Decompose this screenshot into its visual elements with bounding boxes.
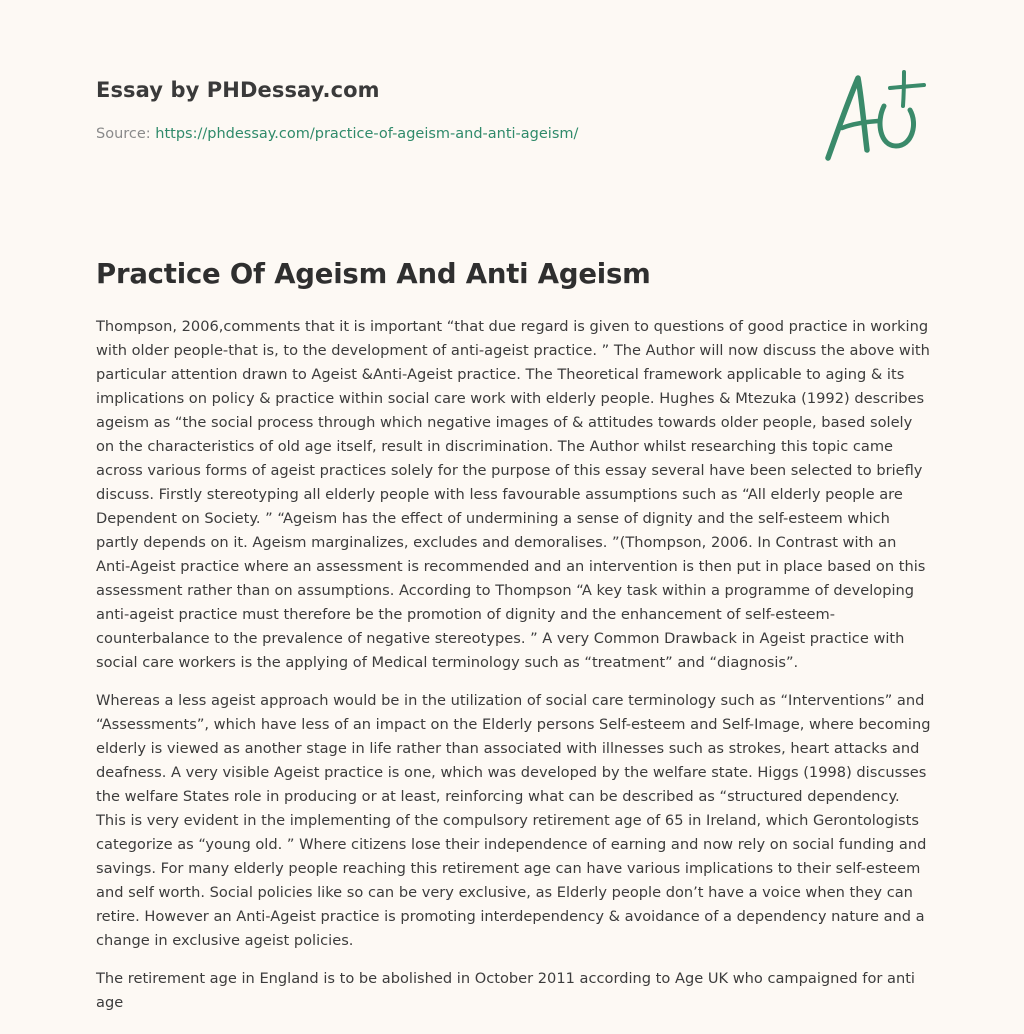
source-link[interactable]: https://phdessay.com/practice-of-ageism-and-anti-ageism/ bbox=[155, 126, 579, 142]
essay-body bbox=[96, 315, 932, 1029]
brand-title: Essay by PHDessay.com bbox=[96, 78, 380, 102]
a-plus-grade-logo-icon bbox=[820, 66, 930, 166]
essay-paragraph-2: Whereas a less ageist approach would be in the utilization of social care terminology such as “Interventions” and “Assessments”, which have less of an impact on the Elderly persons Self-esteem and Self-Image, where becoming elderly is viewed as another stage in life rather than associated with illnesses such as strokes, heart attacks and deafness. A very visible Ageist practice is one, which was developed by the welfare state. Higgs (1998) discusses the welfare States role in producing or at least, reinforcing what can be described as “structured dependency. This is very evident in the implementing of the compulsory retirement age of 65 in Ireland, which Gerontologists categorize as “young old. ” Where citizens lose their independence of earning and now rely on social funding and savings. For many elderly people reaching this retirement age can have various implications to their self-esteem and self worth. Social policies like so can be very exclusive, as Elderly people don’t have a voice when they can retire. However an Anti-Ageist practice is promoting interdependency & avoidance of a dependency nature and a change in exclusive ageist policies. bbox=[96, 692, 931, 949]
essay-title: Practice Of Ageism And Anti Ageism bbox=[96, 258, 651, 290]
source-line bbox=[96, 124, 796, 144]
essay-paragraph-3: The retirement age in England is to be abolished in October 2011 according to Age UK who campaigned for anti age bbox=[96, 970, 915, 1011]
essay-header bbox=[96, 76, 796, 144]
essay-paragraph-1: Thompson, 2006,comments that it is important “that due regard is given to questions of good practice in working with older people-that is, to the development of anti-ageist practice. ” The Author will now discuss the above with particular attention drawn to Ageist &Anti-Ageist practice. The Theoretical framework applicable to aging & its implications on policy & practice within social care work with elderly people. Hughes & Mtezuka (1992) describes ageism as “the social process through which negative images of & attitudes towards older people, based solely on the characteristics of old age itself, result in discrimination. The Author whilst researching this topic came across various forms of ageist practices solely for the purpose of this essay several have been selected to briefly discuss. Firstly stereotyping all elderly people with less favourable assumptions such as “All elderly people are Dependent on Society. ” “Ageism has the effect of undermining a sense of dignity and the self-esteem which partly depends on it. Ageism marginalizes, excludes and demoralises. ”(Thompson, 2006. In Contrast with an Anti-Ageist practice where an assessment is recommended and an intervention is then put in place based on this assessment rather than on assumptions. According to Thompson “A key task within a programme of developing anti-ageist practice must therefore be the promotion of dignity and the enhancement of self-esteem-counterbalance to the prevalence of negative stereotypes. ” A very Common Drawback in Ageist practice with social care workers is the applying of Medical terminology such as “treatment” and “diagnosis”. bbox=[96, 318, 930, 671]
source-label: Source: bbox=[96, 126, 151, 142]
